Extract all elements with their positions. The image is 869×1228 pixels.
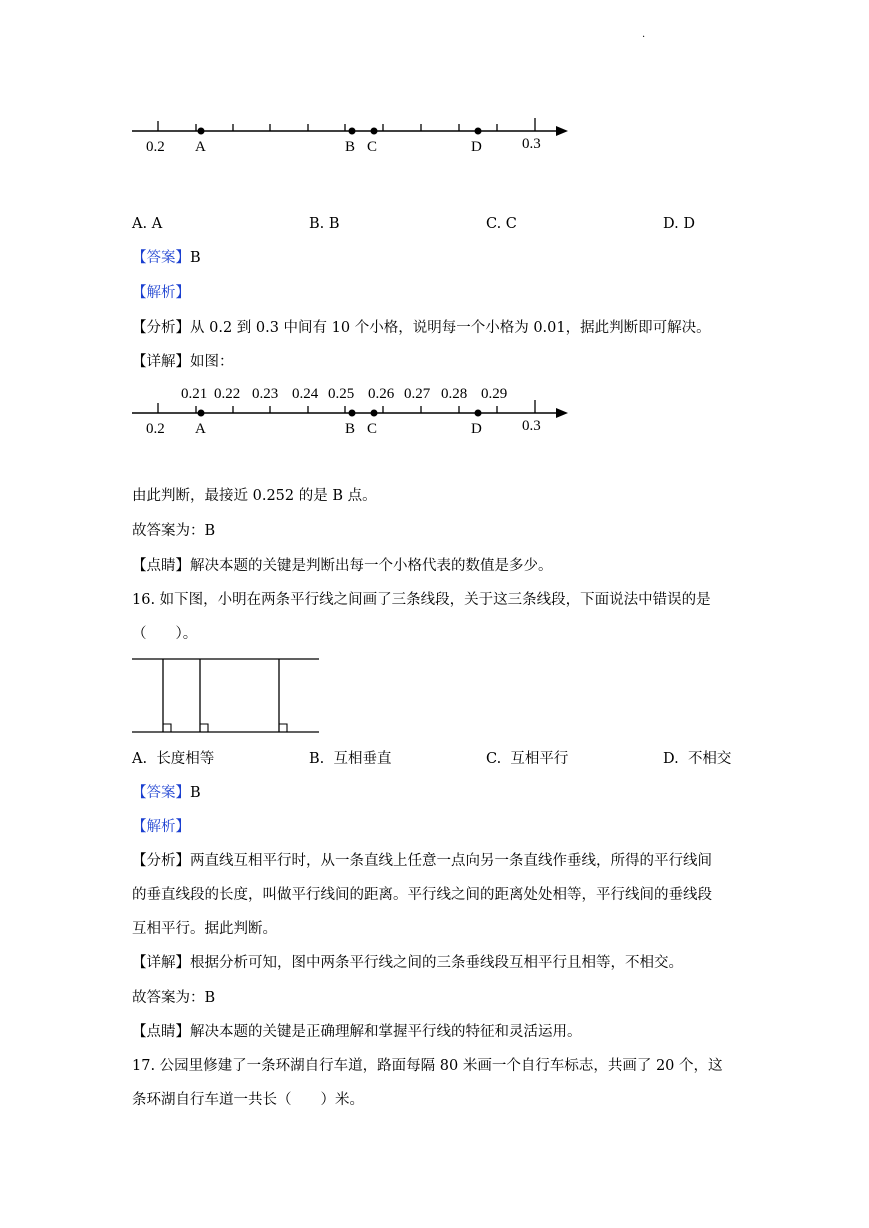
- tick-value-label: 0.29: [481, 386, 508, 402]
- point-a-label: A: [195, 139, 206, 155]
- option-letter: B.: [309, 216, 325, 232]
- dianjing-text: 解决本题的关键是正确理解和掌握平行线的特征和灵活运用。: [190, 1024, 582, 1040]
- conclusion-line: 由此判断，最接近 0.252 的是 B 点。: [132, 488, 377, 504]
- detail-text: 根据分析可知，图中两条平行线之间的三条垂线段互相平行且相等，不相交。: [190, 955, 683, 971]
- point-b-label: B: [345, 421, 356, 437]
- point-d-label: D: [471, 421, 482, 437]
- option-text: D: [683, 216, 695, 232]
- point-a-label: A: [195, 421, 206, 437]
- answer-tag: 【答案】: [132, 785, 190, 801]
- answer-text: B: [190, 785, 201, 801]
- detail-tag: 【详解】: [132, 354, 190, 370]
- option-b: [309, 749, 391, 769]
- option-text: 互相垂直: [333, 751, 392, 767]
- question-17-stem-cont: 条环湖自行车道一共长（ ）米。: [132, 1092, 364, 1108]
- start-label: 0.2: [146, 139, 165, 155]
- option-letter: D.: [663, 751, 679, 767]
- analysis-tag: 【解析】: [132, 285, 190, 301]
- point-b-label: B: [345, 139, 356, 155]
- header-mark: .: [642, 29, 646, 40]
- option-text: 不相交: [687, 751, 732, 767]
- option-d: [663, 749, 731, 769]
- question-16-stem-cont: （ ）。: [132, 626, 198, 642]
- fenxi-tag: 【分析】: [132, 853, 190, 869]
- option-a: [132, 749, 214, 769]
- fenxi-tag: 【分析】: [132, 320, 190, 336]
- right-angle-mark: [279, 724, 287, 732]
- option-letter: C.: [486, 751, 502, 767]
- tick-value-label: 0.27: [404, 386, 431, 402]
- fenxi-text: 两直线互相平行时，从一条直线上任意一点向另一条直线作垂线，所得的平行线间: [190, 853, 712, 869]
- analysis-line: [132, 817, 190, 837]
- option-text: 互相平行: [510, 751, 569, 767]
- option-letter: B.: [309, 751, 325, 767]
- start-label: 0.2: [146, 421, 165, 437]
- right-angle-mark: [163, 724, 171, 732]
- point-d-label: D: [471, 139, 482, 155]
- answer-text: B: [190, 250, 201, 266]
- fenxi-text: 从 0.2 到 0.3 中间有 10 个小格，说明每一个小格为 0.01，据此判断即可解决。: [190, 320, 711, 336]
- option-text: 长度相等: [156, 751, 215, 767]
- option-letter: A.: [132, 216, 148, 232]
- tick-value-label: 0.26: [368, 386, 395, 402]
- option-text: C: [505, 216, 517, 232]
- point-c-label: C: [367, 139, 378, 155]
- tick-value-label: 0.23: [252, 386, 279, 402]
- tick-value-label: 0.21: [181, 386, 208, 402]
- end-label: 0.3: [522, 136, 541, 152]
- option-text: A: [151, 216, 163, 232]
- detail-text: 如图：: [190, 354, 234, 370]
- tick-value-label: 0.28: [441, 386, 468, 402]
- detail-tag: 【详解】: [132, 955, 190, 971]
- final-answer-line: 故答案为：B: [132, 523, 216, 539]
- option-letter: C.: [486, 216, 502, 232]
- detail-line: [132, 953, 683, 973]
- option-c: [486, 749, 568, 769]
- question-17-stem: 17. 公园里修建了一条环湖自行车道，路面每隔 80 米画一个自行车标志，共画了 20 个，这: [132, 1058, 723, 1074]
- option-text: B: [328, 216, 340, 232]
- analysis-tag: 【解析】: [132, 819, 190, 835]
- fenxi-line: [132, 851, 712, 871]
- option-letter: A.: [132, 751, 148, 767]
- dianjing-tag: 【点睛】: [132, 558, 190, 574]
- answer-tag: 【答案】: [132, 250, 190, 266]
- dianjing-text: 解决本题的关键是判断出每一个小格代表的数值是多少。: [190, 558, 553, 574]
- final-answer-line: 故答案为：B: [132, 990, 216, 1006]
- dianjing-line: [132, 1022, 582, 1042]
- end-label: 0.3: [522, 418, 541, 434]
- dianjing-tag: 【点睛】: [132, 1024, 190, 1040]
- fenxi-line-cont: 的垂直线段的长度，叫做平行线间的距离。平行线之间的距离处处相等，平行线间的垂线段: [132, 887, 712, 903]
- tick-value-label: 0.22: [214, 386, 241, 402]
- answer-line: [132, 783, 201, 803]
- option-letter: D.: [663, 216, 679, 232]
- point-c-label: C: [367, 421, 378, 437]
- question-16-stem: 16. 如下图，小明在两条平行线之间画了三条线段，关于这三条线段，下面说法中错误的是: [132, 592, 711, 608]
- tick-value-label: 0.24: [292, 386, 319, 402]
- right-angle-mark: [200, 724, 208, 732]
- tick-value-label: 0.25: [328, 386, 355, 402]
- fenxi-line-cont: 互相平行。据此判断。: [132, 921, 277, 937]
